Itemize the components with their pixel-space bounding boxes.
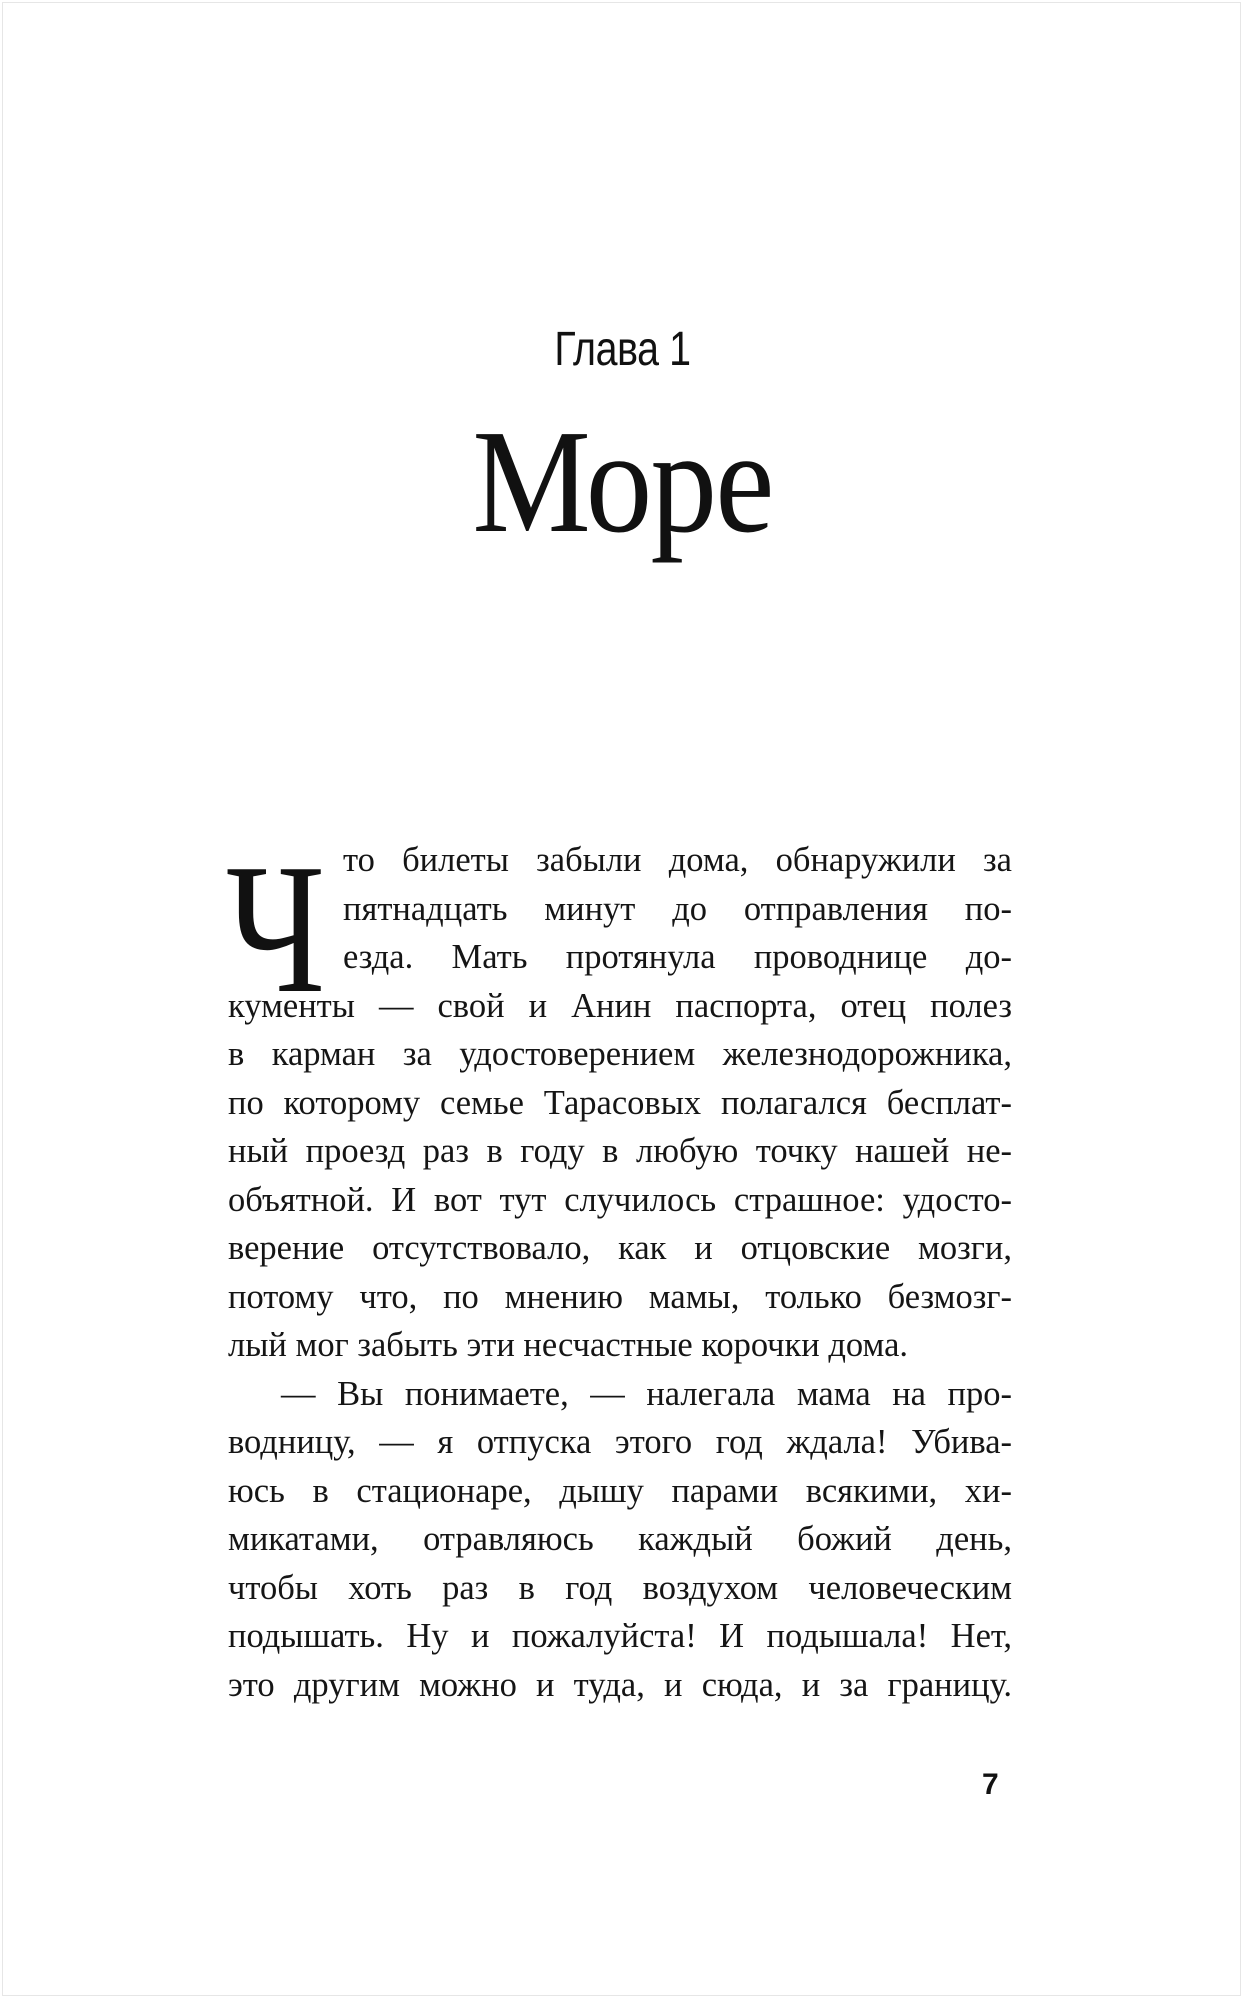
text-line: — Вы понимаете, — налегала мама на про- [281, 1374, 1012, 1413]
chapter-label: Глава 1 [554, 323, 691, 376]
text-line: пятнадцать минут до отправления по- [343, 889, 1012, 928]
text-line: подышать. Ну и пожалуйста! И подышала! Нет, [228, 1617, 1012, 1655]
text-line: водницу, — я отпуска этого год ждала! Убива- [228, 1423, 1012, 1461]
text-line: кументы — свой и Анин паспорта, отец полез [228, 986, 1012, 1025]
text-line: то билеты забыли дома, обнаружили за [343, 841, 1012, 879]
text-line: лый мог забыть эти несчастные корочки дома. [228, 1326, 909, 1364]
body-text [226, 826, 1012, 1709]
text-line: по которому семье Тарасовых полагался бесплат- [228, 1083, 1012, 1122]
text-line: юсь в стационаре, дышу парами всякими, хи- [228, 1471, 1012, 1510]
text-line: в карман за удостоверением железнодорожника, [228, 1035, 1012, 1073]
drop-cap: Ч [226, 826, 326, 1032]
text-line: объятной. И вот тут случилось страшное: удосто- [228, 1180, 1012, 1219]
text-line: езда. Мать протянула проводнице до- [343, 938, 1012, 976]
page-number: 7 [982, 1768, 999, 1801]
paragraph-2 [228, 1370, 1012, 1710]
text-line: чтобы хоть раз в год воздухом человеческим [228, 1568, 1012, 1607]
text-line: потому что, по мнению мамы, только безмозг- [228, 1277, 1012, 1316]
text-line: это другим можно и туда, и сюда, и за границу. [228, 1665, 1012, 1704]
paragraph-1 [226, 826, 1012, 1370]
text-line: ный проезд раз в году в любую точку нашей не- [228, 1132, 1012, 1170]
text-line: микатами, отравляюсь каждый божий день, [228, 1520, 1012, 1558]
text-line: верение отсутствовало, как и отцовские мозги, [228, 1229, 1012, 1267]
chapter-title: Море [472, 400, 773, 564]
